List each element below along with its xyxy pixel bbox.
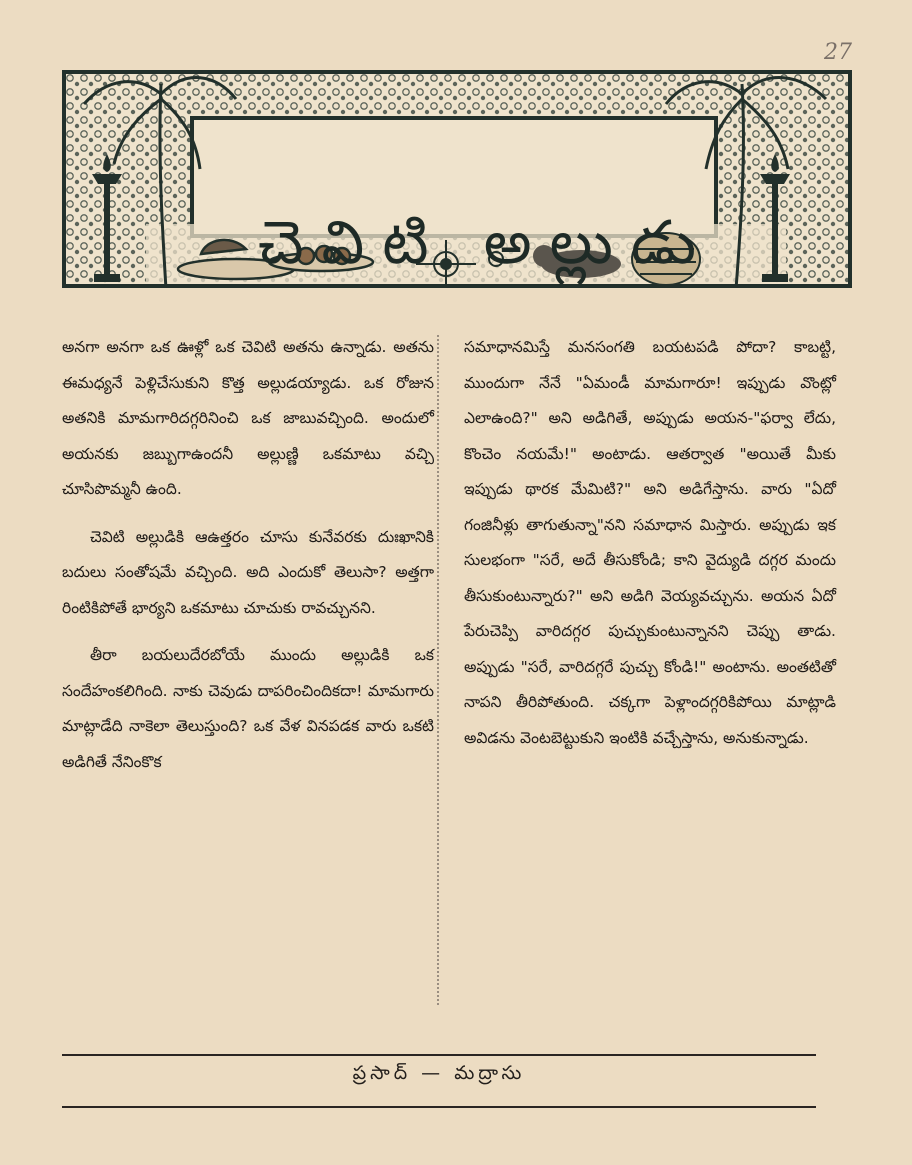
paragraph: తీరా బయలుదేరబోయే ముందు అల్లుడికి ఒక సందేహంకలిగింది. నాకు చెవుడు దాపరించిందికదా! మామగారు మాట్లాడేది నాకెలా తెలుస్తుంది? ఒక వేళ వినపడక వారు ఒకటి అడిగితే నేనింకొక bbox=[62, 646, 434, 771]
paragraph: సమాధానమిస్తే మనసంగతి బయటపడి పోదా? కాబట్టి, ముందుగా నేనే "ఏమండీ మామగారూ! ఇప్పుడు వొంట్లో ఎలాఉంది?" అని అడిగితే, అప్పుడు అయన-"ఫర్వా లేదు, కొంచెం నయమే!" అంటాడు. ఆతర్వాత "అయితే మీకు ఇప్పుడు థారక మేమిటి?" అని అడిగేస్తాను. వారు "ఏదో గంజినీళ్లు తాగుతున్నా"నని సమాధాన మిస్తారు. అప్పుడు ఇక సులభంగా "సరే, అదే తీసుకోండి; కాని వైద్యుడి దగ్గర మందు తీసుకుంటున్నారు?" అని అడిగి వెయ్యవచ్చును. అయన ఏదో పేరుచెప్పి వారిదగ్గర పుచ్చుకుంటున్నానని చెప్పు తాడు. అప్పుడు "సరే, వారిదగ్గరే పుచ్చు కోండి!" అంటాను. అంతటితో నాపని తీరిపోతుంది. చక్కగా పెళ్లాందగ్గరికిపోయి మాట్లాడి అవిడను వెంటబెట్టుకుని ఇంటికి వచ్చేస్తాను, అనుకున్నాడు. bbox=[464, 338, 836, 747]
bottom-rule bbox=[62, 1106, 816, 1108]
page-number: 27 bbox=[824, 40, 852, 65]
paragraph: అనగా అనగా ఒక ఊళ్లో ఒక చెవిటి అతను ఉన్నాడు. అతను ఈమధ్యనే పెళ్లిచేసుకుని కొత్త అల్లుడయ్యాడు. ఒక రోజున అతనికి మామగారిదగ్గరినించి ఒక జాబువచ్చింది. అందులో అయనకు జబ్బుగాఉందనీ అల్లుణ్ణి ఒకమాటు వచ్చి చూసిపొమ్మనీ ఉంది. bbox=[62, 338, 434, 498]
paragraph: చెవిటి అల్లుడికి ఆఉత్తరం చూసు కునేవరకు దుఃఖానికి బదులు సంతోషమే వచ్చింది. అది ఎందుకో తెలుసా? అత్తగా రింటికిపోతే భార్యని ఒకమాటు చూచుకు రావచ్చునని. bbox=[62, 527, 434, 617]
left-column bbox=[62, 330, 434, 1020]
right-column bbox=[464, 330, 836, 1020]
author-credit: ప్రసాద్ — మద్రాసు bbox=[352, 1062, 526, 1084]
top-rule bbox=[62, 1054, 816, 1056]
story-title: చెవిటి అల్లుడు bbox=[257, 208, 715, 278]
story-body bbox=[62, 330, 836, 1020]
title-banner bbox=[62, 70, 852, 288]
